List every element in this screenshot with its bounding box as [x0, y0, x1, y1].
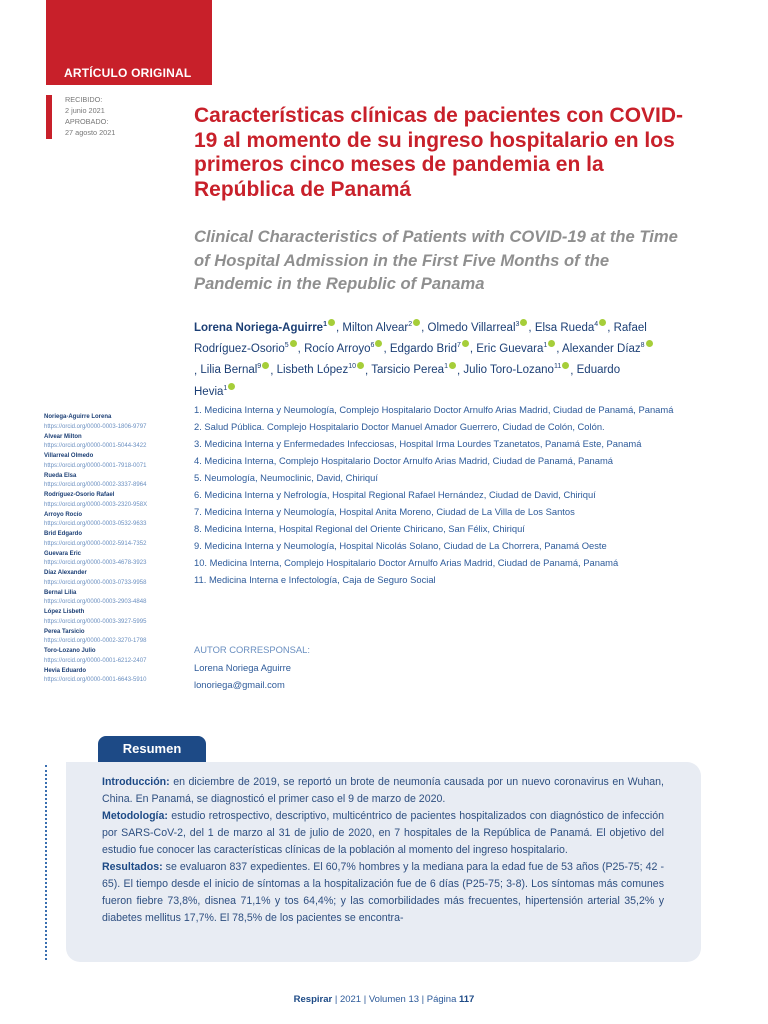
article-subtitle: Clinical Characteristics of Patients with COVID-19 at the Time of Hospital Admission in the First Five Months of the Pandemic in the Republic of Panama [194, 227, 678, 293]
correspondence-block [194, 641, 310, 694]
author-name: Olmedo Villarreal [427, 321, 516, 334]
footer-page-number: 117 [459, 994, 475, 1005]
orcid-link[interactable]: https://orcid.org/0000-0003-3927-5995 [44, 618, 147, 625]
abstract-section-heading: Introducción: [102, 776, 170, 788]
orcid-author-name: Hevia Eduardo [44, 667, 87, 674]
author-item [562, 343, 654, 355]
author-name: Rocío Arroyo [304, 343, 371, 356]
author-separator: , [456, 364, 464, 377]
orcid-link[interactable]: https://orcid.org/0000-0002-5914-7352 [44, 540, 147, 547]
resumen-tab: Resumen [98, 736, 206, 762]
author-separator: , [270, 364, 277, 377]
footer-sep-3: | [421, 994, 427, 1005]
author-separator: , [607, 321, 614, 334]
orcid-link[interactable]: https://orcid.org/0000-0001-5044-3422 [44, 443, 147, 450]
author-separator: , [528, 321, 535, 334]
orcid-link[interactable]: https://orcid.org/0000-0002-3270-1798 [44, 638, 147, 645]
abstract-section-text: estudio retrospectivo, descriptivo, multicéntrico de pacientes hospitalizados con diagnóstico de infección por SARS-CoV-2, del 1 de marzo al 31 de julio de 2020, en 7 hospitales de la República de Panamá. El objetivo del estudio fue conocer las características clínicas de la población al momento del ingreso hospitalario. [102, 810, 664, 856]
author-item [476, 343, 556, 355]
author-name: Tarsicio Perea [371, 364, 445, 377]
orcid-icon[interactable] [599, 319, 606, 326]
affiliation-item: 11. Medicina Interna e Infectología, Caja de Seguro Social [194, 574, 436, 585]
correspondence-name: Lorena Noriega Aguirre [194, 661, 291, 673]
affiliation-item: 9. Medicina Interna y Neumología, Hospital Nicolás Solano, Ciudad de La Chorrera, Panamá Oeste [194, 540, 607, 551]
author-name: Lorena Noriega-Aguirre [194, 321, 324, 334]
author-item [277, 364, 365, 376]
affiliation-item: 4. Medicina Interna, Complejo Hospitalario Doctor Arnulfo Arias Madrid, Ciudad de Panamá, Panamá [194, 455, 613, 466]
dotted-divider [45, 765, 47, 960]
footer-volume: Volumen 13 [368, 994, 420, 1005]
author-item [390, 343, 470, 355]
orcid-author-name: Rueda Elsa [44, 472, 77, 479]
abstract-section [102, 774, 664, 808]
author-affiliation-number: 2 [408, 321, 413, 328]
author-separator: , [469, 343, 477, 356]
author-name: Eric Guevara [476, 343, 544, 356]
orcid-icon[interactable] [290, 340, 297, 347]
page-footer [0, 994, 768, 1005]
author-name: Julio Toro-Lozano [463, 364, 554, 377]
received-date: 2 junio 2021 [65, 106, 105, 115]
orcid-icon[interactable] [375, 340, 382, 347]
footer-sep-2: | [363, 994, 369, 1005]
orcid-icon[interactable] [462, 340, 469, 347]
orcid-author-name: Villarreal Olmedo [44, 453, 94, 459]
author-name: Lilia Bernal [200, 364, 258, 377]
orcid-link[interactable]: https://orcid.org/0000-0001-6643-5910 [44, 677, 147, 684]
orcid-link[interactable]: https://orcid.org/0000-0003-0532-9633 [44, 521, 147, 528]
orcid-author-name: Díaz Alexander [44, 570, 87, 576]
author-item [535, 322, 607, 334]
correspondence-label: AUTOR CORRESPONSAL: [194, 644, 310, 655]
footer-journal: Respirar [293, 994, 333, 1005]
affiliation-item: 5. Neumología, Neumoclinic, David, Chiriquí [194, 472, 378, 483]
orcid-link[interactable]: https://orcid.org/0000-0003-2903-4848 [44, 599, 147, 606]
orcid-link[interactable]: https://orcid.org/0000-0002-3337-8964 [44, 482, 147, 489]
author-item [342, 322, 421, 334]
orcid-link[interactable]: https://orcid.org/0000-0003-0733-9958 [44, 579, 147, 586]
author-item [304, 343, 383, 355]
author-separator: , [421, 321, 428, 334]
author-separator: , [365, 364, 372, 377]
affiliation-item: 1. Medicina Interna y Neumología, Complejo Hospitalario Doctor Arnulfo Arias Madrid, Ciudad de Panamá, Panamá [194, 404, 674, 415]
received-label: RECIBIDO: [65, 95, 103, 104]
orcid-author-name: Rodríguez-Osorio Rafael [44, 492, 115, 498]
author-name: Alexander Díaz [562, 343, 641, 356]
correspondence-email[interactable]: lonoriega@gmail.com [194, 679, 285, 690]
orcid-link[interactable]: https://orcid.org/0000-0003-1806-9797 [44, 423, 147, 430]
abstract-section-text: en diciembre de 2019, se reportó un brote de neumonía causada por un nuevo coronavirus en Wuhan, China. En Panamá, se diagnosticó el primer caso el 9 de marzo de 2020. [102, 776, 664, 805]
abstract-section-text: se evaluaron 837 expedientes. El 60,7% hombres y la mediana para la edad fue de 53 años (P25-75; 42 - 65). El tiempo desde el inicio de síntomas a la hospitalización fue de 6 días (P25-75; 3-8). Los síntomas más comunes fueron fiebre 73,8%, disnea 71,1% y tos 64,4%; y las comorbilidades más frecuentes, hipertensión arterial 35,2% y diabetes mellitus 17,7%. El 78,5% de los pacientes se encontra- [102, 861, 664, 924]
abstract-section-heading: Resultados: [102, 861, 163, 873]
affiliation-item: 2. Salud Pública. Complejo Hospitalario Doctor Manuel Amador Guerrero, Ciudad de Colón, Colón. [194, 421, 605, 432]
orcid-icon[interactable] [228, 383, 235, 390]
author-affiliation-number: 10 [348, 363, 357, 371]
approved-label: APROBADO: [65, 117, 109, 126]
orcid-link[interactable]: https://orcid.org/0000-0003-2320-958X [44, 501, 148, 508]
author-affiliation-number: 7 [456, 342, 461, 350]
author-affiliation-number: 8 [640, 342, 645, 350]
affiliation-item: 8. Medicina Interna, Hospital Regional del Oriente Chiricano, San Félix, Chiriquí [194, 523, 525, 534]
affiliation-item: 7. Medicina Interna y Neumología, Hospital Anita Moreno, Ciudad de La Villa de Los Santos [194, 506, 575, 517]
author-affiliation-number: 9 [257, 363, 262, 371]
author-item [200, 364, 270, 376]
author-separator: , [194, 364, 201, 377]
abstract-box [66, 762, 701, 962]
abstract-section [102, 859, 664, 927]
orcid-icon[interactable] [328, 319, 335, 326]
author-separator: , [570, 364, 577, 377]
orcid-author-name: Perea Tarsicio [44, 628, 85, 635]
orcid-author-name: Alvear Milton [44, 433, 82, 440]
orcid-link[interactable]: https://orcid.org/0000-0003-4678-3923 [44, 560, 147, 567]
author-name: Milton Alvear [342, 321, 409, 334]
footer-page-label: Página [426, 994, 457, 1005]
orcid-link[interactable]: https://orcid.org/0000-0001-6212-2407 [44, 657, 147, 664]
orcid-author-name: López Lisbeth [44, 609, 85, 615]
affiliation-item: 3. Medicina Interna y Enfermedades Infecciosas, Hospital Irma Lourdes Tzanetatos, Panamá Este, Panamá [194, 438, 642, 449]
author-affiliation-number: 1 [444, 363, 448, 371]
author-list [194, 316, 654, 401]
orcid-icon[interactable] [646, 340, 653, 347]
abstract-section-heading: Metodología: [102, 810, 168, 822]
abstract-text [102, 774, 664, 927]
affiliation-list [194, 401, 694, 588]
author-name: Eduardo Hevia [194, 364, 621, 398]
footer-sep-1: | [334, 994, 340, 1005]
author-separator: , [335, 321, 343, 334]
article-title: Características clínicas de pacientes con COVID-19 al momento de su ingreso hospitalario en los primeros cinco meses de pandemia en la República de Panamá [194, 104, 684, 201]
author-affiliation-number: 5 [284, 342, 289, 350]
orcid-link[interactable]: https://orcid.org/0000-0001-7918-0071 [44, 462, 147, 469]
orcid-icon[interactable] [520, 319, 527, 326]
orcid-author-name: Brid Edgardo [44, 531, 83, 537]
orcid-icon[interactable] [548, 340, 555, 347]
orcid-author-name: Guevara Eric [44, 550, 82, 557]
author-item [428, 322, 529, 334]
orcid-author-name: Toro-Lozano Julio [44, 648, 96, 654]
orcid-icon[interactable] [357, 362, 364, 369]
author-item [194, 322, 336, 334]
affiliation-item: 6. Medicina Interna y Nefrología, Hospital Regional Rafael Hernández, Ciudad de David, Chiriquí [194, 489, 596, 500]
abstract-section [102, 808, 664, 859]
dates-block [65, 94, 115, 138]
orcid-author-name: Bernal Lilia [44, 589, 77, 596]
orcid-list [44, 413, 184, 686]
orcid-author-name: Noriega-Aguirre Lorena [44, 414, 112, 420]
author-name: Elsa Rueda [534, 321, 595, 334]
orcid-icon[interactable] [449, 362, 456, 369]
article-tag: ARTÍCULO ORIGINAL [64, 66, 192, 80]
author-affiliation-number: 1 [323, 321, 327, 328]
author-affiliation-number: 4 [594, 321, 599, 328]
author-affiliation-number: 1 [223, 384, 228, 392]
author-separator: , [297, 343, 305, 356]
author-name: Rafael Rodríguez-Osorio [194, 321, 647, 356]
author-item [371, 364, 457, 376]
author-affiliation-number: 11 [553, 363, 562, 371]
dates-accent-bar [46, 95, 52, 139]
footer-year: 2021 [339, 994, 362, 1005]
orcid-icon[interactable] [562, 362, 569, 369]
author-name: Edgardo Brid [389, 343, 457, 356]
author-affiliation-number: 6 [370, 342, 375, 350]
author-affiliation-number: 1 [543, 342, 548, 350]
author-affiliation-number: 3 [515, 321, 520, 328]
orcid-author-name: Arroyo Rocío [44, 511, 83, 518]
orcid-icon[interactable] [262, 362, 269, 369]
author-name: Lisbeth López [276, 364, 349, 377]
orcid-icon[interactable] [413, 319, 420, 326]
author-separator: , [383, 343, 390, 356]
affiliation-item: 10. Medicina Interna, Complejo Hospitalario Doctor Arnulfo Arias Madrid, Ciudad de Panamá, Panamá [194, 557, 619, 568]
author-item [463, 364, 570, 376]
author-separator: , [556, 343, 563, 356]
approved-date: 27 agosto 2021 [65, 128, 116, 137]
